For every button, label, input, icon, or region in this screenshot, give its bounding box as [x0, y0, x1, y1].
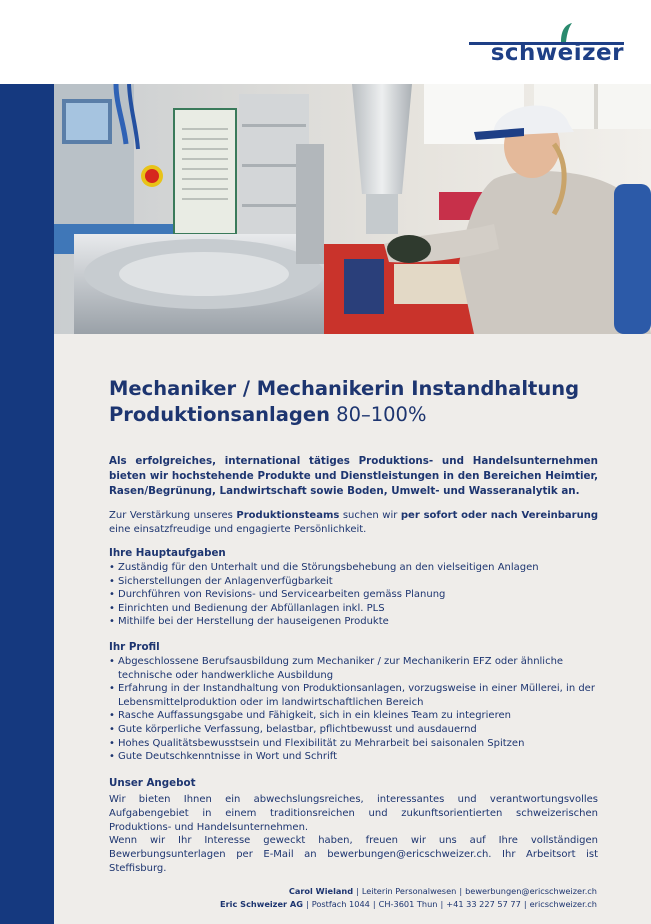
list-item: • Sicherstellungen der Anlagenverfügbarkeit	[109, 575, 598, 589]
reinforcement-text	[109, 509, 598, 537]
side-band	[0, 84, 54, 924]
website-link[interactable]: ericschweizer.ch	[529, 899, 597, 909]
separator: |	[440, 899, 444, 909]
company-logo	[469, 22, 624, 72]
company-name: Eric Schweizer AG	[220, 899, 303, 909]
separator: |	[459, 886, 463, 896]
offer-text: Wir bieten Ihnen ein abwechslungsreiches, interessantes und verantwortungsvolles Aufgabengebiet in einem traditionsreichen und zukunftsorientierten schweizerischen Produktions- und Handelsunternehmen.	[109, 794, 598, 833]
reinforce-start: per sofort oder nach Vereinbarung	[400, 510, 598, 521]
job-title-line2: Produktionsanlagen	[109, 403, 330, 426]
list-item: • Durchführen von Revisions- und Servicearbeiten gemäss Planung	[109, 588, 598, 602]
job-title	[109, 376, 629, 428]
job-title-line1: Mechaniker / Mechanikerin Instandhaltung	[109, 377, 580, 400]
footer-contact	[97, 885, 597, 898]
header	[0, 0, 651, 84]
separator: |	[523, 899, 527, 909]
logo-text: schweizer	[490, 40, 624, 66]
tasks-list	[109, 561, 598, 629]
reinforce-part1: Zur Verstärkung unseres	[109, 510, 237, 521]
factory-photo-illustration	[54, 84, 651, 334]
contact-email[interactable]: bewerbungen@ericschweizer.ch	[465, 886, 597, 896]
list-item: • Rasche Auffassungsgabe und Fähigkeit, sich in ein kleines Team zu integrieren	[109, 709, 598, 723]
phone[interactable]: +41 33 227 57 77	[446, 899, 521, 909]
tasks-heading: Ihre Hauptaufgaben	[109, 547, 226, 559]
separator: |	[305, 899, 309, 909]
list-item: • Zuständig für den Unterhalt und die Störungsbehebung an den vielseitigen Anlagen	[109, 561, 598, 575]
reinforce-team: Produktionsteams	[236, 510, 340, 521]
list-item: • Gute körperliche Verfassung, belastbar, pflichtbewusst und ausdauernd	[109, 723, 598, 737]
city: CH-3601 Thun	[378, 899, 438, 909]
leaf-icon	[559, 22, 573, 42]
separator: |	[356, 886, 359, 896]
list-item: • Erfahrung in der Instandhaltung von Produktionsanlagen, vorzugsweise in einer Müllerei, in der Lebensmittelproduktion oder im landwirtschaftlichen Bereich	[109, 682, 598, 709]
closing-text: Wenn wir Ihr Interesse geweckt haben, freuen wir uns auf Ihre vollständigen Bewerbungsunterlagen per E-Mail an bewerbungen@ericschweizer.ch. Ihr Arbeitsort ist Steffisburg.	[109, 835, 598, 874]
contact-role: Leiterin Personalwesen	[361, 886, 457, 896]
content-panel	[54, 334, 651, 924]
offer-heading: Unser Angebot	[109, 777, 196, 789]
company-intro: Als erfolgreiches, international tätiges Produktions- und Handelsunternehmen bieten wir hochstehende Produkte und Dienstleistungen in den Bereichen Heimtier, Rasen/Begrünung, Landwirtschaft sowie Boden, Umwelt- und Wasseranalytik an.	[109, 455, 598, 497]
list-item: • Mithilfe bei der Herstellung der hauseigenen Produkte	[109, 615, 598, 629]
contact-name: Carol Wieland	[288, 886, 354, 896]
list-item: • Gute Deutschkenntnisse in Wort und Schrift	[109, 750, 598, 764]
list-item: • Hohes Qualitätsbewusstsein und Flexibilität zu Mehrarbeit bei saisonalen Spitzen	[109, 737, 598, 751]
profile-list	[109, 655, 598, 764]
profile-heading: Ihr Profil	[109, 641, 160, 653]
po-box: Postfach 1044	[311, 899, 370, 909]
header-photo	[54, 84, 651, 334]
footer-company	[97, 898, 597, 911]
list-item: • Abgeschlossene Berufsausbildung zum Mechaniker / zur Mechanikerin EFZ oder ähnliche technische oder handwerkliche Ausbildung	[109, 655, 598, 682]
list-item: • Einrichten und Bedienung der Abfüllanlagen inkl. PLS	[109, 602, 598, 616]
reinforce-part5: eine einsatzfreudige und engagierte Persönlichkeit.	[109, 524, 367, 535]
job-percentage: 80–100%	[329, 403, 427, 426]
reinforce-part3: suchen wir	[339, 510, 401, 521]
separator: |	[372, 899, 376, 909]
